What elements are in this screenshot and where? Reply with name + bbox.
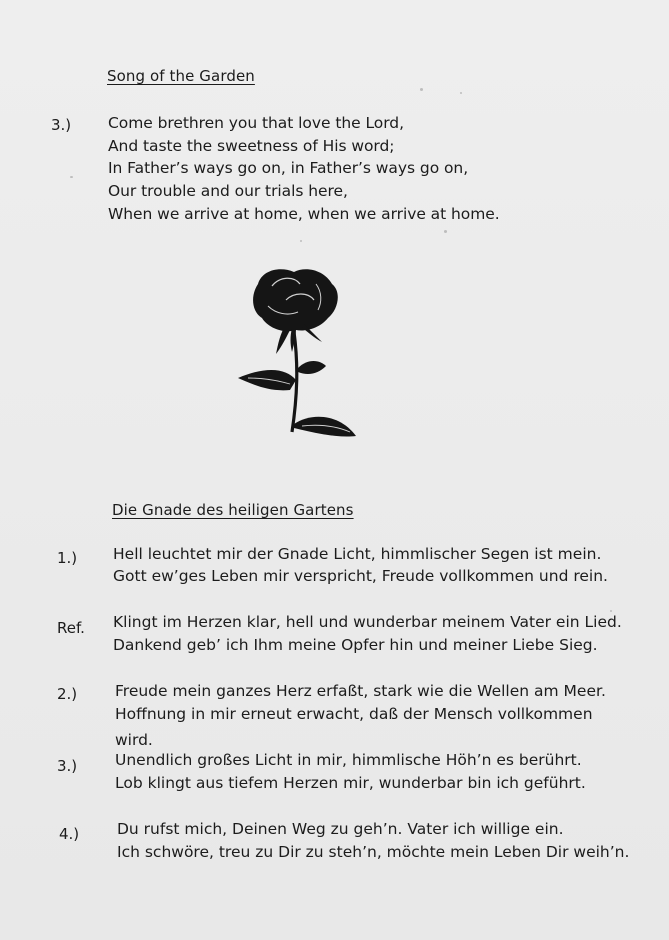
scan-speck [420, 88, 423, 91]
rose-icon [228, 262, 368, 452]
stanza-1-line-1: Hell leuchtet mir der Gnade Licht, himmlischer Segen ist mein. [113, 545, 602, 563]
english-verse-number: 3.) [51, 116, 72, 134]
scan-speck [610, 610, 612, 612]
stanza-2-label: 2.) [57, 685, 78, 703]
scan-speck [444, 230, 447, 233]
stanza-2-line-3: wird. [115, 731, 153, 749]
stanza-2-line-2: Hoffnung in mir erneut erwacht, daß der Mensch vollkommen [115, 705, 593, 723]
scan-speck [70, 176, 73, 178]
english-line-3: In Father’s ways go on, in Father’s ways go on, [108, 159, 469, 177]
stanza-4-label: 4.) [59, 825, 80, 843]
scan-speck [300, 240, 302, 242]
refrain-line-1: Klingt im Herzen klar, hell und wunderbar meinem Vater ein Lied. [113, 613, 622, 631]
stanza-3-line-2: Lob klingt aus tiefem Herzen mir, wunderbar bin ich geführt. [115, 774, 586, 792]
scan-speck [460, 92, 462, 94]
stanza-3-line-1: Unendlich großes Licht in mir, himmlische Höh’n es berührt. [115, 751, 582, 769]
refrain-line-2: Dankend geb’ ich Ihm meine Opfer hin und meiner Liebe Sieg. [113, 636, 598, 654]
stanza-4-line-2: Ich schwöre, treu zu Dir zu steh’n, möchte mein Leben Dir weih’n. [117, 843, 630, 861]
stanza-1-line-2: Gott ew’ges Leben mir verspricht, Freude vollkommen und rein. [113, 567, 608, 585]
english-song-title: Song of the Garden [107, 67, 255, 85]
stanza-3-label: 3.) [57, 757, 78, 775]
english-line-5: When we arrive at home, when we arrive at home. [108, 205, 500, 223]
english-line-1: Come brethren you that love the Lord, [108, 114, 404, 132]
english-line-2: And taste the sweetness of His word; [108, 137, 395, 155]
stanza-4-line-1: Du rufst mich, Deinen Weg zu geh’n. Vater ich willige ein. [117, 820, 564, 838]
stanza-2-line-1: Freude mein ganzes Herz erfaßt, stark wie die Wellen am Meer. [115, 682, 606, 700]
english-line-4: Our trouble and our trials here, [108, 182, 348, 200]
refrain-label: Ref. [57, 619, 85, 637]
german-song-title: Die Gnade des heiligen Gartens [112, 501, 354, 519]
stanza-1-label: 1.) [57, 549, 78, 567]
